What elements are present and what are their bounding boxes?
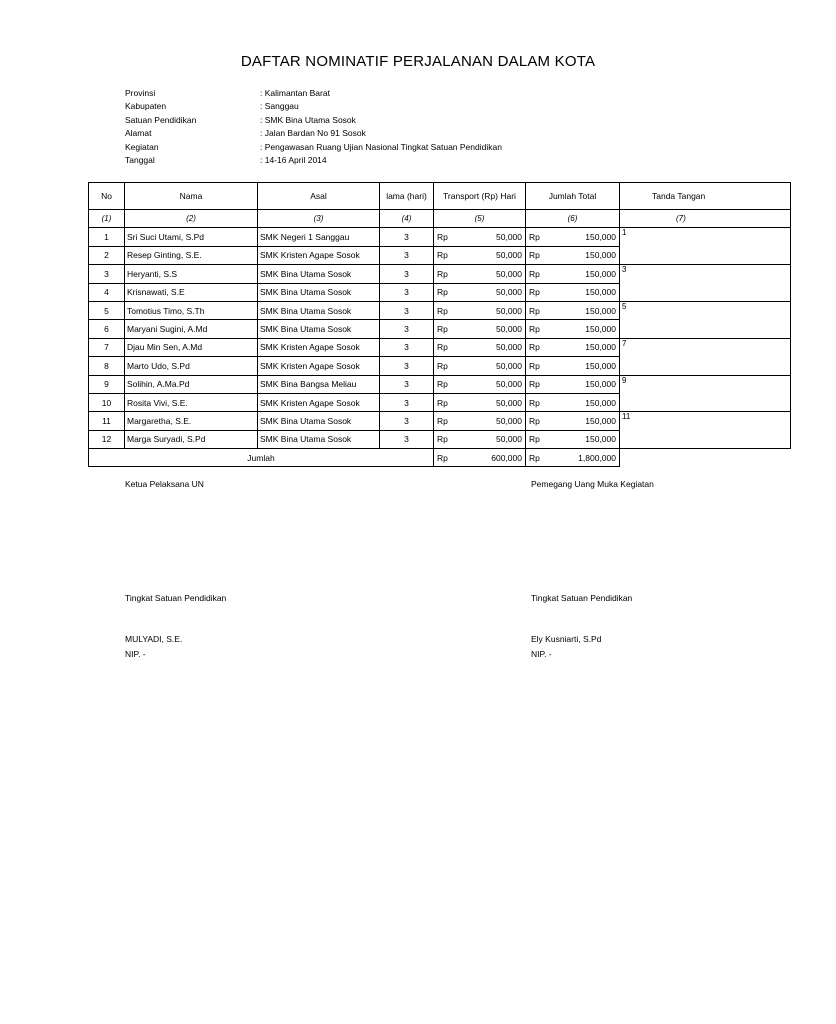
row-lama: 3 bbox=[380, 301, 434, 319]
info-value: : Pengawasan Ruang Ujian Nasional Tingkat Satuan Pendidikan bbox=[260, 141, 502, 152]
currency-label: Rp bbox=[437, 379, 448, 390]
index-label: (5) bbox=[434, 210, 526, 228]
row-nama: Marto Udo, S.Pd bbox=[125, 357, 258, 375]
right-signature-unit: Tingkat Satuan Pendidikan bbox=[531, 593, 633, 603]
row-signature bbox=[620, 430, 791, 448]
row-asal: SMK Kristen Agape Sosok bbox=[258, 338, 380, 356]
info-label: Alamat bbox=[125, 128, 152, 139]
row-total-value: 150,000 bbox=[585, 305, 616, 316]
info-label: Kabupaten bbox=[125, 101, 167, 112]
row-no: 6 bbox=[89, 320, 125, 338]
info-label: Provinsi bbox=[125, 88, 156, 98]
info-row bbox=[125, 154, 502, 167]
row-transport-cell bbox=[434, 338, 526, 356]
row-lama: 3 bbox=[380, 265, 434, 283]
currency-label: Rp bbox=[437, 268, 448, 279]
row-total-cell bbox=[526, 412, 620, 430]
currency-label: Rp bbox=[437, 452, 448, 463]
row-asal: SMK Kristen Agape Sosok bbox=[258, 246, 380, 264]
row-asal: SMK Bina Utama Sosok bbox=[258, 283, 380, 301]
currency-label: Rp bbox=[529, 324, 540, 335]
row-lama: 3 bbox=[380, 430, 434, 448]
row-total-cell bbox=[526, 357, 620, 375]
row-transport-value: 50,000 bbox=[496, 305, 522, 316]
row-total-value: 150,000 bbox=[585, 415, 616, 426]
table-row bbox=[89, 301, 791, 319]
right-signature-name: Ely Kusniarti, S.Pd bbox=[531, 634, 602, 644]
row-transport-cell bbox=[434, 283, 526, 301]
footer-label: Jumlah bbox=[89, 449, 434, 467]
row-signature bbox=[620, 246, 791, 264]
row-lama: 3 bbox=[380, 246, 434, 264]
row-nama: Margaretha, S.E. bbox=[125, 412, 258, 430]
table-viewport bbox=[88, 182, 706, 470]
row-lama: 3 bbox=[380, 228, 434, 246]
row-asal: SMK Bina Utama Sosok bbox=[258, 301, 380, 319]
row-total-value: 150,000 bbox=[585, 324, 616, 335]
row-nama: Sri Suci Utami, S.Pd bbox=[125, 228, 258, 246]
row-transport-cell bbox=[434, 320, 526, 338]
row-asal: SMK Bina Utama Sosok bbox=[258, 412, 380, 430]
currency-label: Rp bbox=[529, 397, 540, 408]
row-signature bbox=[620, 393, 791, 411]
info-value: : 14-16 April 2014 bbox=[260, 154, 327, 165]
header-asal: Asal bbox=[258, 183, 380, 210]
table-row bbox=[89, 320, 791, 338]
row-total-value: 150,000 bbox=[585, 397, 616, 408]
row-transport-cell bbox=[434, 246, 526, 264]
row-total-cell bbox=[526, 246, 620, 264]
header-nama: Nama bbox=[125, 183, 258, 210]
row-lama: 3 bbox=[380, 357, 434, 375]
currency-label: Rp bbox=[529, 232, 540, 243]
row-signature: 5 bbox=[620, 301, 791, 319]
table-header-row bbox=[89, 183, 791, 210]
header-transport: Transport (Rp) Hari bbox=[434, 183, 526, 210]
right-signature-role: Pemegang Uang Muka Kegiatan bbox=[531, 479, 654, 489]
row-transport-cell bbox=[434, 393, 526, 411]
row-asal: SMK Bina Utama Sosok bbox=[258, 265, 380, 283]
info-label: Tanggal bbox=[125, 154, 155, 165]
row-transport-value: 50,000 bbox=[496, 434, 522, 445]
nominatif-table bbox=[88, 182, 791, 467]
row-transport-value: 50,000 bbox=[496, 232, 522, 243]
info-label: Kegiatan bbox=[125, 141, 159, 152]
currency-label: Rp bbox=[529, 342, 540, 353]
row-nama: Tomotius Timo, S.Th bbox=[125, 301, 258, 319]
row-asal: SMK Kristen Agape Sosok bbox=[258, 393, 380, 411]
row-signature: 1 bbox=[620, 228, 791, 246]
info-row bbox=[125, 127, 502, 140]
currency-label: Rp bbox=[529, 434, 540, 445]
row-total-value: 150,000 bbox=[585, 250, 616, 261]
row-nama: Heryanti, S.S bbox=[125, 265, 258, 283]
row-total-cell bbox=[526, 393, 620, 411]
currency-label: Rp bbox=[437, 305, 448, 316]
row-asal: SMK Negeri 1 Sanggau bbox=[258, 228, 380, 246]
row-transport-cell bbox=[434, 430, 526, 448]
currency-label: Rp bbox=[529, 250, 540, 261]
table-row bbox=[89, 283, 791, 301]
table-row bbox=[89, 375, 791, 393]
row-nama: Djau Min Sen, A.Md bbox=[125, 338, 258, 356]
currency-label: Rp bbox=[529, 379, 540, 390]
footer-total-cell bbox=[526, 449, 620, 467]
currency-label: Rp bbox=[437, 250, 448, 261]
currency-label: Rp bbox=[437, 360, 448, 371]
page-title: DAFTAR NOMINATIF PERJALANAN DALAM KOTA bbox=[240, 53, 596, 70]
row-transport-cell bbox=[434, 412, 526, 430]
footer-empty bbox=[620, 449, 791, 467]
currency-label: Rp bbox=[437, 434, 448, 445]
row-transport-value: 50,000 bbox=[496, 379, 522, 390]
row-signature: 7 bbox=[620, 338, 791, 356]
currency-label: Rp bbox=[437, 287, 448, 298]
row-total-value: 150,000 bbox=[585, 360, 616, 371]
row-no: 7 bbox=[89, 338, 125, 356]
currency-label: Rp bbox=[529, 305, 540, 316]
currency-label: Rp bbox=[529, 360, 540, 371]
footer-transport-cell bbox=[434, 449, 526, 467]
row-lama: 3 bbox=[380, 283, 434, 301]
row-transport-cell bbox=[434, 228, 526, 246]
row-signature bbox=[620, 283, 791, 301]
currency-label: Rp bbox=[437, 324, 448, 335]
table-index-row bbox=[89, 210, 791, 228]
row-nama: Krisnawati, S.E bbox=[125, 283, 258, 301]
row-lama: 3 bbox=[380, 320, 434, 338]
row-no: 3 bbox=[89, 265, 125, 283]
row-transport-value: 50,000 bbox=[496, 342, 522, 353]
info-value: : Jalan Bardan No 91 Sosok bbox=[260, 128, 366, 139]
row-transport-cell bbox=[434, 375, 526, 393]
row-transport-value: 50,000 bbox=[496, 360, 522, 371]
row-no: 10 bbox=[89, 393, 125, 411]
row-no: 4 bbox=[89, 283, 125, 301]
row-total-cell bbox=[526, 265, 620, 283]
row-transport-value: 50,000 bbox=[496, 250, 522, 261]
row-no: 12 bbox=[89, 430, 125, 448]
info-value: : Kalimantan Barat bbox=[260, 88, 330, 98]
index-label: (2) bbox=[125, 210, 258, 228]
row-total-cell bbox=[526, 283, 620, 301]
row-asal: SMK Bina Utama Sosok bbox=[258, 320, 380, 338]
info-row bbox=[125, 100, 502, 113]
row-transport-cell bbox=[434, 301, 526, 319]
info-block bbox=[125, 87, 502, 167]
row-no: 9 bbox=[89, 375, 125, 393]
row-total-cell bbox=[526, 375, 620, 393]
footer-total-value: 1,800,000 bbox=[578, 452, 616, 463]
row-asal: SMK Bina Utama Sosok bbox=[258, 430, 380, 448]
row-transport-cell bbox=[434, 265, 526, 283]
table-row bbox=[89, 246, 791, 264]
info-value: : Sanggau bbox=[260, 101, 299, 112]
row-nama: Marga Suryadi, S.Pd bbox=[125, 430, 258, 448]
row-signature: 11 bbox=[620, 412, 791, 430]
row-lama: 3 bbox=[380, 393, 434, 411]
row-signature bbox=[620, 357, 791, 375]
row-total-cell bbox=[526, 430, 620, 448]
currency-label: Rp bbox=[529, 452, 540, 463]
table-footer-row bbox=[89, 449, 791, 467]
index-label: (7) bbox=[620, 210, 791, 228]
row-lama: 3 bbox=[380, 375, 434, 393]
currency-label: Rp bbox=[437, 342, 448, 353]
index-label: (6) bbox=[526, 210, 620, 228]
header-total: Jumlah Total bbox=[526, 183, 620, 210]
row-no: 5 bbox=[89, 301, 125, 319]
row-total-value: 150,000 bbox=[585, 379, 616, 390]
row-signature bbox=[620, 320, 791, 338]
table-row bbox=[89, 412, 791, 430]
header-lama: lama (hari) bbox=[380, 183, 434, 210]
currency-label: Rp bbox=[529, 287, 540, 298]
row-nama: Solihin, A.Ma.Pd bbox=[125, 375, 258, 393]
index-label: (3) bbox=[258, 210, 380, 228]
header-tanda-tangan: Tanda Tangan bbox=[620, 183, 791, 210]
row-total-cell bbox=[526, 228, 620, 246]
header-no: No bbox=[89, 183, 125, 210]
footer-transport-value: 600,000 bbox=[491, 452, 522, 463]
table-row bbox=[89, 430, 791, 448]
row-total-value: 150,000 bbox=[585, 232, 616, 243]
currency-label: Rp bbox=[437, 232, 448, 243]
row-total-cell bbox=[526, 320, 620, 338]
row-transport-cell bbox=[434, 357, 526, 375]
row-signature: 9 bbox=[620, 375, 791, 393]
left-signature-role: Ketua Pelaksana UN bbox=[125, 479, 204, 489]
row-total-cell bbox=[526, 301, 620, 319]
row-no: 8 bbox=[89, 357, 125, 375]
row-transport-value: 50,000 bbox=[496, 324, 522, 335]
table-row bbox=[89, 338, 791, 356]
row-transport-value: 50,000 bbox=[496, 268, 522, 279]
info-row bbox=[125, 87, 502, 100]
table-row bbox=[89, 393, 791, 411]
row-lama: 3 bbox=[380, 338, 434, 356]
row-transport-value: 50,000 bbox=[496, 397, 522, 408]
table-row bbox=[89, 228, 791, 246]
currency-label: Rp bbox=[437, 397, 448, 408]
info-row bbox=[125, 114, 502, 127]
left-signature-name: MULYADI, S.E. bbox=[125, 634, 183, 644]
row-total-cell bbox=[526, 338, 620, 356]
row-lama: 3 bbox=[380, 412, 434, 430]
row-total-value: 150,000 bbox=[585, 434, 616, 445]
row-no: 2 bbox=[89, 246, 125, 264]
row-total-value: 150,000 bbox=[585, 287, 616, 298]
row-signature: 3 bbox=[620, 265, 791, 283]
index-label: (1) bbox=[89, 210, 125, 228]
left-signature-unit: Tingkat Satuan Pendidikan bbox=[125, 593, 227, 603]
currency-label: Rp bbox=[529, 268, 540, 279]
right-signature-nip: NIP. - bbox=[531, 649, 552, 659]
info-value: : SMK Bina Utama Sosok bbox=[260, 114, 356, 125]
row-no: 11 bbox=[89, 412, 125, 430]
index-label: (4) bbox=[380, 210, 434, 228]
info-label: Satuan Pendidikan bbox=[125, 114, 197, 125]
row-transport-value: 50,000 bbox=[496, 287, 522, 298]
row-transport-value: 50,000 bbox=[496, 415, 522, 426]
currency-label: Rp bbox=[529, 415, 540, 426]
row-no: 1 bbox=[89, 228, 125, 246]
row-total-value: 150,000 bbox=[585, 268, 616, 279]
info-row bbox=[125, 141, 502, 154]
row-asal: SMK Bina Bangsa Meliau bbox=[258, 375, 380, 393]
row-nama: Resep Ginting, S.E. bbox=[125, 246, 258, 264]
currency-label: Rp bbox=[437, 415, 448, 426]
left-signature-nip: NIP. - bbox=[125, 649, 146, 659]
row-total-value: 150,000 bbox=[585, 342, 616, 353]
row-nama: Maryani Sugini, A.Md bbox=[125, 320, 258, 338]
row-nama: Rosita Vivi, S.E. bbox=[125, 393, 258, 411]
table-row bbox=[89, 357, 791, 375]
table-row bbox=[89, 265, 791, 283]
row-asal: SMK Kristen Agape Sosok bbox=[258, 357, 380, 375]
